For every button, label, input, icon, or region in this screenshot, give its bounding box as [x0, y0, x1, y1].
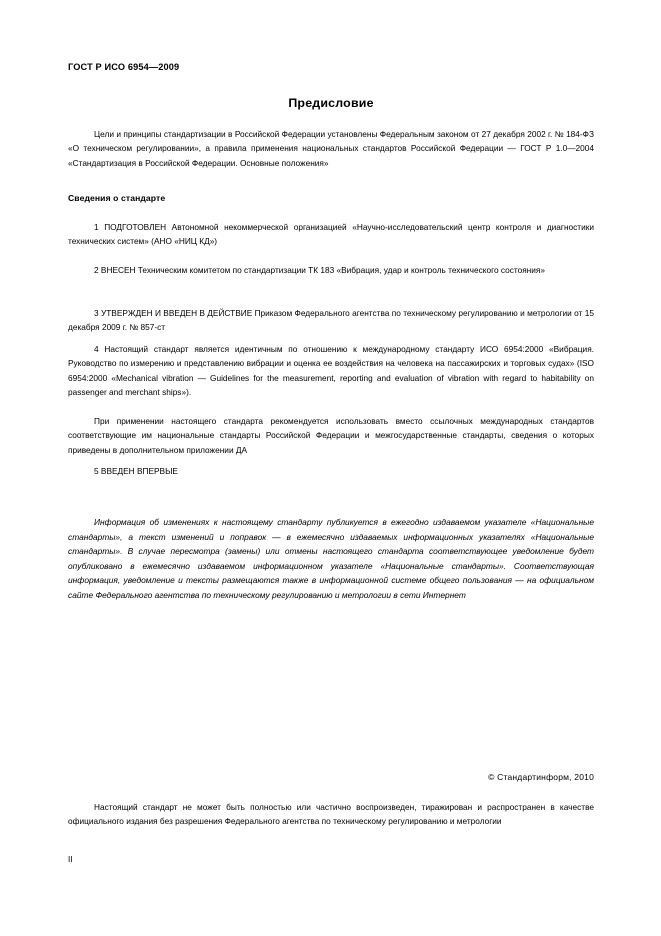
copyright-line: © Стандартинформ, 2010 — [488, 772, 594, 782]
section-item-1-block — [68, 220, 594, 249]
section-item-2: 2 ВНЕСЕН Техническим комитетом по стандартизации ТК 183 «Вибрация, удар и контроль технического состояния» — [94, 265, 546, 275]
amendment-notice-text: Информация об изменениях к настоящему стандарту публикуется в ежегодно издаваемом указателе «Национальные стандарты», а текст изменений и поправок — в ежемесячно издаваемых информационных указателях «Национальные стандарты». В случае пересмотра (замены) или отмены настоящего стандарта соответствующее уведомление будет опубликовано в ежемесячно издаваемом информационном указателе «Национальные стандарты». Соответствующая информация, уведомление и тексты размещаются также в информационной системе общего пользования — на официальном сайте Федерального агентства по техническому регулированию и метрологии в сети Интернет — [68, 517, 594, 600]
section-item-4-block — [68, 342, 594, 399]
section-item-1: 1 ПОДГОТОВЛЕН Автономной некоммерческой организацией «Научно-исследовательский центр контроля и диагностики технических систем» (АНО «НИЦ КД») — [68, 222, 594, 247]
section-note: При применении настоящего стандарта рекомендуется использовать вместо ссылочных международных стандартов соответствующие им национальные стандарты Российской Федерации и межгосударственные стандарты, сведения о которых приведены в дополнительном приложении ДА — [68, 416, 594, 455]
section-item-4: 4 Настоящий стандарт является идентичным по отношению к международному стандарту ИСО 6954:2000 «Вибрация. Руководство по измерению и представлению вибрации и оценка ее воздействия на человека на пассажирских и торговых судах» (ISO 6954:2000 «Mechanical vibration — Guidelines for the measurement, reporting and evaluation of vibration with regard to habitability on passenger and merchant ships»). — [68, 344, 594, 398]
intro-paragraph-block — [68, 127, 594, 170]
reproduction-note: Настоящий стандарт не может быть полностью или частично воспроизведен, тиражирован и распространен в качестве официального издания без разрешения Федерального агентства по техническому регулированию и метрологии — [68, 802, 594, 827]
reproduction-note-block — [68, 800, 594, 829]
section-item-5-block — [68, 464, 594, 478]
intro-paragraph: Цели и принципы стандартизации в Российской Федерации установлены Федеральным законом от 27 декабря 2002 г. № 184-ФЗ «О техническом регулировании», а правила применения национальных стандартов Российской Федерации — ГОСТ Р 1.0—2004 «Стандартизация в Российской Федерации. Основные положения» — [68, 129, 594, 168]
section-heading-standard-info: Сведения о стандарте — [68, 193, 166, 203]
section-item-2-block — [68, 263, 594, 277]
amendment-notice-block — [68, 515, 594, 602]
section-item-5: 5 ВВЕДЕН ВПЕРВЫЕ — [94, 466, 178, 476]
section-item-3: 3 УТВЕРЖДЕН И ВВЕДЕН В ДЕЙСТВИЕ Приказом Федерального агентства по техническому регулированию и метрологии от 15 декабря 2009 г. № 857-ст — [68, 308, 594, 333]
section-note-block — [68, 414, 594, 457]
document-standard-number: ГОСТ Р ИСО 6954—2009 — [68, 62, 180, 72]
page-number: II — [68, 855, 73, 864]
page-title: Предисловие — [288, 96, 374, 110]
section-item-3-block — [68, 306, 594, 335]
